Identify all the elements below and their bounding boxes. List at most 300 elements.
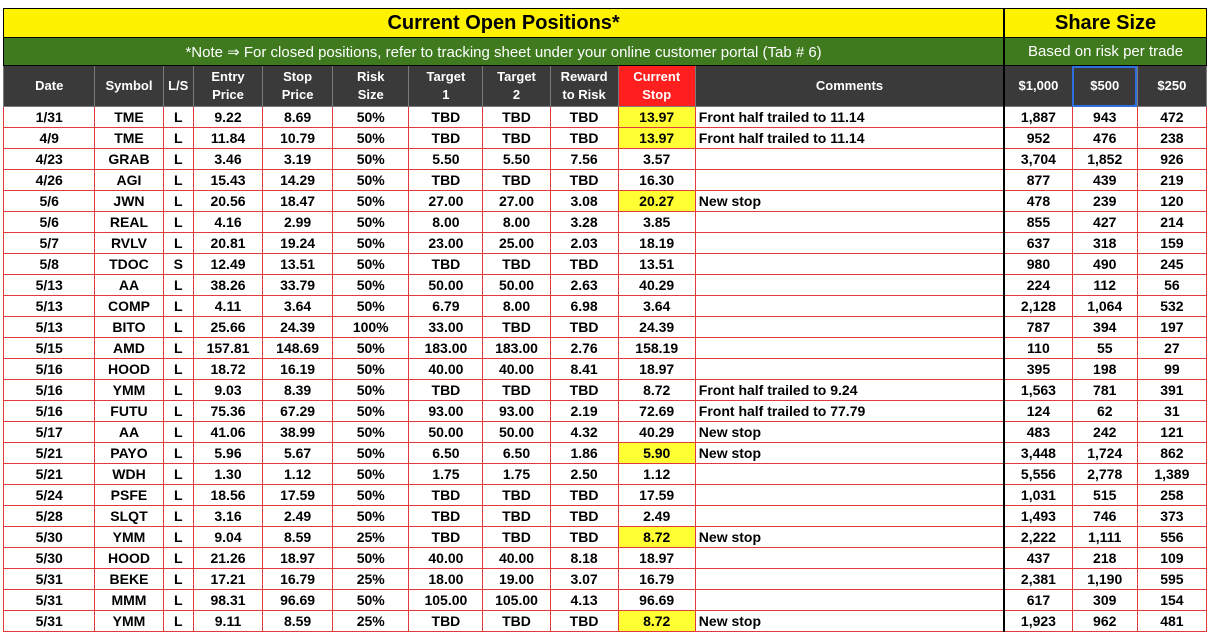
cell-size-250[interactable]: 238: [1137, 128, 1206, 149]
cell-ls[interactable]: L: [163, 191, 193, 212]
cell-size-1000[interactable]: 5,556: [1004, 464, 1072, 485]
cell-entry-price[interactable]: 9.22: [193, 107, 262, 128]
cell-symbol[interactable]: GRAB: [95, 149, 163, 170]
header-reward-to-risk[interactable]: Reward to Risk: [550, 66, 618, 107]
cell-risk-size[interactable]: 50%: [333, 401, 409, 422]
cell-size-500[interactable]: 218: [1072, 548, 1137, 569]
cell-current-stop[interactable]: 13.51: [618, 254, 695, 275]
cell-size-500[interactable]: 1,724: [1072, 443, 1137, 464]
cell-size-1000[interactable]: 395: [1004, 359, 1072, 380]
cell-current-stop[interactable]: 3.57: [618, 149, 695, 170]
cell-reward-to-risk[interactable]: 1.86: [550, 443, 618, 464]
cell-risk-size[interactable]: 50%: [333, 464, 409, 485]
cell-stop-price[interactable]: 16.19: [263, 359, 333, 380]
cell-entry-price[interactable]: 18.56: [193, 485, 262, 506]
cell-risk-size[interactable]: 50%: [333, 338, 409, 359]
cell-target-1[interactable]: 93.00: [409, 401, 483, 422]
header-symbol[interactable]: Symbol: [95, 66, 163, 107]
cell-ls[interactable]: L: [163, 359, 193, 380]
cell-reward-to-risk[interactable]: TBD: [550, 485, 618, 506]
cell-ls[interactable]: L: [163, 590, 193, 611]
cell-comment[interactable]: Front half trailed to 11.14: [695, 128, 1004, 149]
cell-entry-price[interactable]: 12.49: [193, 254, 262, 275]
cell-ls[interactable]: L: [163, 548, 193, 569]
cell-ls[interactable]: L: [163, 317, 193, 338]
cell-size-500[interactable]: 1,064: [1072, 296, 1137, 317]
cell-size-500[interactable]: 490: [1072, 254, 1137, 275]
cell-size-1000[interactable]: 124: [1004, 401, 1072, 422]
cell-ls[interactable]: L: [163, 149, 193, 170]
cell-size-1000[interactable]: 855: [1004, 212, 1072, 233]
cell-date[interactable]: 5/15: [4, 338, 95, 359]
cell-reward-to-risk[interactable]: TBD: [550, 107, 618, 128]
cell-date[interactable]: 5/21: [4, 443, 95, 464]
cell-comment[interactable]: [695, 170, 1004, 191]
cell-size-1000[interactable]: 1,923: [1004, 611, 1072, 632]
cell-date[interactable]: 5/31: [4, 569, 95, 590]
cell-reward-to-risk[interactable]: 6.98: [550, 296, 618, 317]
cell-target-1[interactable]: 6.79: [409, 296, 483, 317]
cell-size-250[interactable]: 1,389: [1137, 464, 1206, 485]
cell-reward-to-risk[interactable]: TBD: [550, 254, 618, 275]
cell-stop-price[interactable]: 8.59: [263, 527, 333, 548]
cell-current-stop[interactable]: 3.85: [618, 212, 695, 233]
cell-target-2[interactable]: TBD: [483, 107, 550, 128]
header-comments[interactable]: Comments: [695, 66, 1004, 107]
cell-size-250[interactable]: 154: [1137, 590, 1206, 611]
header-date[interactable]: Date: [4, 66, 95, 107]
cell-current-stop[interactable]: 16.79: [618, 569, 695, 590]
cell-comment[interactable]: [695, 254, 1004, 275]
cell-reward-to-risk[interactable]: 3.07: [550, 569, 618, 590]
cell-date[interactable]: 5/17: [4, 422, 95, 443]
cell-symbol[interactable]: YMM: [95, 611, 163, 632]
cell-size-500[interactable]: 515: [1072, 485, 1137, 506]
cell-entry-price[interactable]: 21.26: [193, 548, 262, 569]
cell-symbol[interactable]: COMP: [95, 296, 163, 317]
header-current-stop[interactable]: Current Stop: [618, 66, 695, 107]
cell-target-2[interactable]: 8.00: [483, 212, 550, 233]
cell-ls[interactable]: L: [163, 485, 193, 506]
cell-date[interactable]: 5/13: [4, 317, 95, 338]
cell-reward-to-risk[interactable]: TBD: [550, 527, 618, 548]
cell-symbol[interactable]: YMM: [95, 527, 163, 548]
cell-stop-price[interactable]: 67.29: [263, 401, 333, 422]
cell-comment[interactable]: Front half trailed to 11.14: [695, 107, 1004, 128]
cell-size-1000[interactable]: 2,381: [1004, 569, 1072, 590]
cell-size-500[interactable]: 239: [1072, 191, 1137, 212]
cell-size-500[interactable]: 439: [1072, 170, 1137, 191]
cell-size-500[interactable]: 198: [1072, 359, 1137, 380]
cell-risk-size[interactable]: 50%: [333, 380, 409, 401]
cell-symbol[interactable]: TDOC: [95, 254, 163, 275]
cell-target-2[interactable]: TBD: [483, 485, 550, 506]
cell-symbol[interactable]: MMM: [95, 590, 163, 611]
cell-size-500[interactable]: 427: [1072, 212, 1137, 233]
cell-risk-size[interactable]: 50%: [333, 107, 409, 128]
cell-size-250[interactable]: 121: [1137, 422, 1206, 443]
cell-size-500[interactable]: 62: [1072, 401, 1137, 422]
cell-entry-price[interactable]: 15.43: [193, 170, 262, 191]
cell-reward-to-risk[interactable]: 2.50: [550, 464, 618, 485]
cell-current-stop[interactable]: 1.12: [618, 464, 695, 485]
cell-date[interactable]: 5/6: [4, 212, 95, 233]
cell-comment[interactable]: [695, 548, 1004, 569]
cell-size-1000[interactable]: 110: [1004, 338, 1072, 359]
cell-comment[interactable]: New stop: [695, 422, 1004, 443]
cell-comment[interactable]: New stop: [695, 611, 1004, 632]
cell-target-1[interactable]: TBD: [409, 170, 483, 191]
cell-target-2[interactable]: 93.00: [483, 401, 550, 422]
cell-size-250[interactable]: 120: [1137, 191, 1206, 212]
cell-ls[interactable]: L: [163, 422, 193, 443]
cell-size-1000[interactable]: 952: [1004, 128, 1072, 149]
cell-entry-price[interactable]: 9.03: [193, 380, 262, 401]
cell-target-1[interactable]: 6.50: [409, 443, 483, 464]
cell-entry-price[interactable]: 3.16: [193, 506, 262, 527]
cell-date[interactable]: 4/23: [4, 149, 95, 170]
cell-risk-size[interactable]: 50%: [333, 590, 409, 611]
cell-size-250[interactable]: 27: [1137, 338, 1206, 359]
cell-size-500[interactable]: 318: [1072, 233, 1137, 254]
cell-date[interactable]: 5/24: [4, 485, 95, 506]
cell-symbol[interactable]: BEKE: [95, 569, 163, 590]
cell-risk-size[interactable]: 25%: [333, 569, 409, 590]
header-size-250[interactable]: $250: [1137, 66, 1206, 107]
cell-size-250[interactable]: 31: [1137, 401, 1206, 422]
cell-target-2[interactable]: 40.00: [483, 359, 550, 380]
cell-size-500[interactable]: 1,190: [1072, 569, 1137, 590]
cell-symbol[interactable]: PAYO: [95, 443, 163, 464]
cell-date[interactable]: 5/31: [4, 611, 95, 632]
cell-size-500[interactable]: 1,111: [1072, 527, 1137, 548]
cell-date[interactable]: 5/16: [4, 401, 95, 422]
cell-entry-price[interactable]: 18.72: [193, 359, 262, 380]
header-size-1000[interactable]: $1,000: [1004, 66, 1072, 107]
cell-ls[interactable]: L: [163, 569, 193, 590]
cell-target-2[interactable]: TBD: [483, 380, 550, 401]
cell-size-250[interactable]: 99: [1137, 359, 1206, 380]
cell-comment[interactable]: [695, 359, 1004, 380]
cell-stop-price[interactable]: 38.99: [263, 422, 333, 443]
cell-current-stop[interactable]: 8.72: [618, 380, 695, 401]
cell-date[interactable]: 1/31: [4, 107, 95, 128]
cell-entry-price[interactable]: 20.81: [193, 233, 262, 254]
cell-risk-size[interactable]: 50%: [333, 485, 409, 506]
header-entry-price[interactable]: Entry Price: [193, 66, 262, 107]
cell-symbol[interactable]: HOOD: [95, 548, 163, 569]
cell-date[interactable]: 5/13: [4, 296, 95, 317]
cell-current-stop[interactable]: 18.19: [618, 233, 695, 254]
cell-entry-price[interactable]: 75.36: [193, 401, 262, 422]
cell-stop-price[interactable]: 2.49: [263, 506, 333, 527]
cell-symbol[interactable]: AA: [95, 275, 163, 296]
cell-target-2[interactable]: 50.00: [483, 422, 550, 443]
cell-date[interactable]: 4/9: [4, 128, 95, 149]
cell-target-2[interactable]: TBD: [483, 170, 550, 191]
cell-size-500[interactable]: 746: [1072, 506, 1137, 527]
cell-current-stop[interactable]: 40.29: [618, 275, 695, 296]
cell-risk-size[interactable]: 50%: [333, 359, 409, 380]
cell-ls[interactable]: L: [163, 128, 193, 149]
cell-risk-size[interactable]: 100%: [333, 317, 409, 338]
cell-date[interactable]: 5/16: [4, 359, 95, 380]
cell-comment[interactable]: [695, 590, 1004, 611]
cell-size-1000[interactable]: 1,031: [1004, 485, 1072, 506]
cell-target-1[interactable]: 23.00: [409, 233, 483, 254]
cell-reward-to-risk[interactable]: 7.56: [550, 149, 618, 170]
cell-stop-price[interactable]: 33.79: [263, 275, 333, 296]
cell-entry-price[interactable]: 20.56: [193, 191, 262, 212]
cell-comment[interactable]: [695, 275, 1004, 296]
cell-size-500[interactable]: 112: [1072, 275, 1137, 296]
cell-risk-size[interactable]: 50%: [333, 149, 409, 170]
cell-stop-price[interactable]: 14.29: [263, 170, 333, 191]
cell-target-1[interactable]: TBD: [409, 254, 483, 275]
cell-size-1000[interactable]: 787: [1004, 317, 1072, 338]
cell-symbol[interactable]: AA: [95, 422, 163, 443]
cell-current-stop[interactable]: 16.30: [618, 170, 695, 191]
cell-current-stop[interactable]: 17.59: [618, 485, 695, 506]
cell-target-1[interactable]: 27.00: [409, 191, 483, 212]
cell-ls[interactable]: L: [163, 506, 193, 527]
cell-ls[interactable]: L: [163, 170, 193, 191]
cell-stop-price[interactable]: 19.24: [263, 233, 333, 254]
cell-symbol[interactable]: REAL: [95, 212, 163, 233]
cell-ls[interactable]: L: [163, 233, 193, 254]
cell-reward-to-risk[interactable]: 8.18: [550, 548, 618, 569]
cell-stop-price[interactable]: 8.69: [263, 107, 333, 128]
cell-size-500[interactable]: 962: [1072, 611, 1137, 632]
cell-current-stop[interactable]: 8.72: [618, 611, 695, 632]
cell-target-2[interactable]: 183.00: [483, 338, 550, 359]
cell-size-500[interactable]: 2,778: [1072, 464, 1137, 485]
cell-size-1000[interactable]: 1,887: [1004, 107, 1072, 128]
cell-reward-to-risk[interactable]: 2.03: [550, 233, 618, 254]
fill-handle[interactable]: [1134, 103, 1138, 107]
cell-stop-price[interactable]: 8.39: [263, 380, 333, 401]
cell-ls[interactable]: L: [163, 611, 193, 632]
cell-reward-to-risk[interactable]: 2.76: [550, 338, 618, 359]
cell-current-stop[interactable]: 20.27: [618, 191, 695, 212]
cell-comment[interactable]: [695, 569, 1004, 590]
cell-size-250[interactable]: 245: [1137, 254, 1206, 275]
cell-target-2[interactable]: 8.00: [483, 296, 550, 317]
cell-current-stop[interactable]: 18.97: [618, 359, 695, 380]
cell-stop-price[interactable]: 3.19: [263, 149, 333, 170]
cell-date[interactable]: 5/30: [4, 527, 95, 548]
cell-target-1[interactable]: 183.00: [409, 338, 483, 359]
cell-ls[interactable]: L: [163, 443, 193, 464]
cell-target-1[interactable]: 18.00: [409, 569, 483, 590]
cell-reward-to-risk[interactable]: 8.41: [550, 359, 618, 380]
cell-entry-price[interactable]: 5.96: [193, 443, 262, 464]
cell-comment[interactable]: [695, 506, 1004, 527]
cell-comment[interactable]: [695, 317, 1004, 338]
cell-reward-to-risk[interactable]: TBD: [550, 506, 618, 527]
cell-comment[interactable]: Front half trailed to 77.79: [695, 401, 1004, 422]
cell-size-1000[interactable]: 483: [1004, 422, 1072, 443]
cell-entry-price[interactable]: 98.31: [193, 590, 262, 611]
cell-ls[interactable]: L: [163, 380, 193, 401]
cell-stop-price[interactable]: 1.12: [263, 464, 333, 485]
cell-stop-price[interactable]: 8.59: [263, 611, 333, 632]
cell-target-2[interactable]: TBD: [483, 506, 550, 527]
cell-size-1000[interactable]: 1,563: [1004, 380, 1072, 401]
cell-comment[interactable]: [695, 296, 1004, 317]
cell-size-500[interactable]: 309: [1072, 590, 1137, 611]
cell-size-250[interactable]: 56: [1137, 275, 1206, 296]
cell-comment[interactable]: [695, 233, 1004, 254]
cell-symbol[interactable]: YMM: [95, 380, 163, 401]
cell-current-stop[interactable]: 13.97: [618, 107, 695, 128]
cell-reward-to-risk[interactable]: 3.28: [550, 212, 618, 233]
cell-reward-to-risk[interactable]: 4.13: [550, 590, 618, 611]
cell-size-250[interactable]: 556: [1137, 527, 1206, 548]
cell-reward-to-risk[interactable]: 4.32: [550, 422, 618, 443]
cell-target-2[interactable]: 19.00: [483, 569, 550, 590]
cell-size-1000[interactable]: 2,128: [1004, 296, 1072, 317]
cell-ls[interactable]: L: [163, 296, 193, 317]
cell-ls[interactable]: L: [163, 338, 193, 359]
cell-symbol[interactable]: AGI: [95, 170, 163, 191]
cell-ls[interactable]: L: [163, 275, 193, 296]
cell-target-1[interactable]: TBD: [409, 485, 483, 506]
cell-risk-size[interactable]: 50%: [333, 128, 409, 149]
cell-ls[interactable]: S: [163, 254, 193, 275]
cell-current-stop[interactable]: 24.39: [618, 317, 695, 338]
cell-size-250[interactable]: 197: [1137, 317, 1206, 338]
cell-target-1[interactable]: 5.50: [409, 149, 483, 170]
cell-stop-price[interactable]: 16.79: [263, 569, 333, 590]
cell-target-1[interactable]: TBD: [409, 611, 483, 632]
cell-size-250[interactable]: 532: [1137, 296, 1206, 317]
cell-size-250[interactable]: 258: [1137, 485, 1206, 506]
cell-current-stop[interactable]: 2.49: [618, 506, 695, 527]
cell-size-250[interactable]: 219: [1137, 170, 1206, 191]
cell-target-1[interactable]: 40.00: [409, 548, 483, 569]
cell-comment[interactable]: Front half trailed to 9.24: [695, 380, 1004, 401]
cell-current-stop[interactable]: 8.72: [618, 527, 695, 548]
cell-size-1000[interactable]: 617: [1004, 590, 1072, 611]
cell-symbol[interactable]: SLQT: [95, 506, 163, 527]
cell-target-2[interactable]: TBD: [483, 317, 550, 338]
cell-target-1[interactable]: 33.00: [409, 317, 483, 338]
cell-reward-to-risk[interactable]: 3.08: [550, 191, 618, 212]
cell-reward-to-risk[interactable]: 2.19: [550, 401, 618, 422]
cell-ls[interactable]: L: [163, 212, 193, 233]
cell-stop-price[interactable]: 3.64: [263, 296, 333, 317]
cell-comment[interactable]: [695, 338, 1004, 359]
cell-stop-price[interactable]: 24.39: [263, 317, 333, 338]
cell-reward-to-risk[interactable]: TBD: [550, 170, 618, 191]
cell-size-250[interactable]: 472: [1137, 107, 1206, 128]
cell-target-1[interactable]: TBD: [409, 107, 483, 128]
cell-entry-price[interactable]: 1.30: [193, 464, 262, 485]
cell-symbol[interactable]: TME: [95, 128, 163, 149]
cell-target-1[interactable]: 105.00: [409, 590, 483, 611]
cell-target-2[interactable]: 5.50: [483, 149, 550, 170]
cell-target-2[interactable]: 6.50: [483, 443, 550, 464]
cell-size-1000[interactable]: 3,704: [1004, 149, 1072, 170]
header-size-500-selected[interactable]: $500: [1072, 66, 1137, 107]
cell-entry-price[interactable]: 41.06: [193, 422, 262, 443]
cell-entry-price[interactable]: 11.84: [193, 128, 262, 149]
cell-target-1[interactable]: 50.00: [409, 275, 483, 296]
cell-size-500[interactable]: 781: [1072, 380, 1137, 401]
cell-risk-size[interactable]: 50%: [333, 233, 409, 254]
cell-date[interactable]: 4/26: [4, 170, 95, 191]
cell-size-500[interactable]: 55: [1072, 338, 1137, 359]
cell-size-250[interactable]: 373: [1137, 506, 1206, 527]
cell-comment[interactable]: [695, 485, 1004, 506]
cell-entry-price[interactable]: 9.04: [193, 527, 262, 548]
cell-size-500[interactable]: 943: [1072, 107, 1137, 128]
cell-comment[interactable]: [695, 464, 1004, 485]
cell-reward-to-risk[interactable]: TBD: [550, 611, 618, 632]
cell-comment[interactable]: [695, 212, 1004, 233]
cell-symbol[interactable]: HOOD: [95, 359, 163, 380]
cell-size-1000[interactable]: 478: [1004, 191, 1072, 212]
cell-current-stop[interactable]: 18.97: [618, 548, 695, 569]
cell-risk-size[interactable]: 50%: [333, 212, 409, 233]
cell-risk-size[interactable]: 50%: [333, 191, 409, 212]
cell-symbol[interactable]: PSFE: [95, 485, 163, 506]
cell-entry-price[interactable]: 157.81: [193, 338, 262, 359]
cell-date[interactable]: 5/30: [4, 548, 95, 569]
cell-risk-size[interactable]: 25%: [333, 611, 409, 632]
cell-target-2[interactable]: 50.00: [483, 275, 550, 296]
cell-comment[interactable]: New stop: [695, 527, 1004, 548]
cell-entry-price[interactable]: 4.11: [193, 296, 262, 317]
cell-current-stop[interactable]: 158.19: [618, 338, 695, 359]
cell-entry-price[interactable]: 9.11: [193, 611, 262, 632]
cell-symbol[interactable]: AMD: [95, 338, 163, 359]
cell-risk-size[interactable]: 50%: [333, 506, 409, 527]
cell-ls[interactable]: L: [163, 464, 193, 485]
cell-size-250[interactable]: 214: [1137, 212, 1206, 233]
cell-target-1[interactable]: 40.00: [409, 359, 483, 380]
cell-date[interactable]: 5/13: [4, 275, 95, 296]
cell-comment[interactable]: [695, 149, 1004, 170]
cell-stop-price[interactable]: 18.97: [263, 548, 333, 569]
cell-target-1[interactable]: TBD: [409, 380, 483, 401]
cell-current-stop[interactable]: 5.90: [618, 443, 695, 464]
cell-size-1000[interactable]: 1,493: [1004, 506, 1072, 527]
cell-ls[interactable]: L: [163, 107, 193, 128]
cell-symbol[interactable]: FUTU: [95, 401, 163, 422]
cell-current-stop[interactable]: 3.64: [618, 296, 695, 317]
header-target-1[interactable]: Target 1: [409, 66, 483, 107]
cell-target-1[interactable]: 1.75: [409, 464, 483, 485]
header-target-2[interactable]: Target 2: [483, 66, 550, 107]
cell-risk-size[interactable]: 50%: [333, 170, 409, 191]
cell-risk-size[interactable]: 50%: [333, 254, 409, 275]
cell-stop-price[interactable]: 96.69: [263, 590, 333, 611]
cell-size-1000[interactable]: 877: [1004, 170, 1072, 191]
cell-size-1000[interactable]: 437: [1004, 548, 1072, 569]
cell-current-stop[interactable]: 13.97: [618, 128, 695, 149]
cell-stop-price[interactable]: 148.69: [263, 338, 333, 359]
cell-reward-to-risk[interactable]: TBD: [550, 128, 618, 149]
cell-target-2[interactable]: 105.00: [483, 590, 550, 611]
cell-date[interactable]: 5/16: [4, 380, 95, 401]
cell-current-stop[interactable]: 40.29: [618, 422, 695, 443]
cell-reward-to-risk[interactable]: TBD: [550, 317, 618, 338]
cell-symbol[interactable]: RVLV: [95, 233, 163, 254]
cell-target-2[interactable]: 27.00: [483, 191, 550, 212]
cell-target-2[interactable]: 40.00: [483, 548, 550, 569]
